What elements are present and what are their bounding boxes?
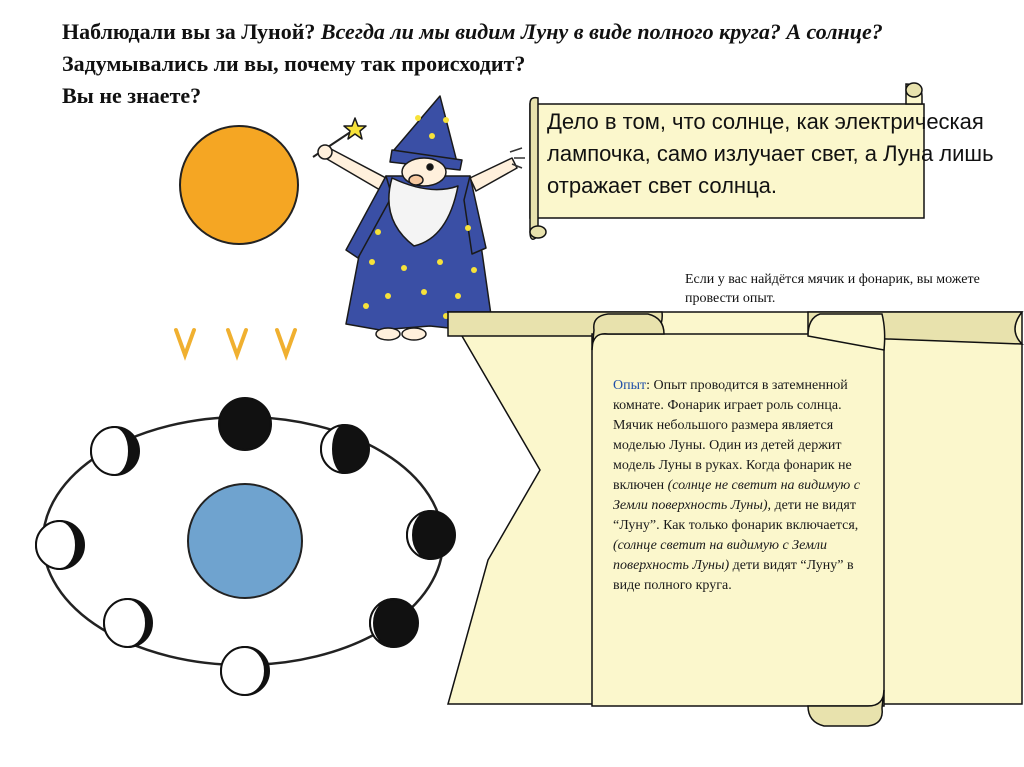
down-arrow-icon: [228, 282, 246, 355]
down-arrow-icon: [176, 282, 194, 355]
experiment-label: Опыт: [613, 378, 647, 393]
experiment-part-2: дети не видят “Луну”. Как только фонарик включается,: [613, 498, 859, 533]
sunlight-arrows: [176, 282, 295, 355]
moon-phase-icon: [321, 425, 369, 473]
moon-phase-icon: [104, 599, 152, 647]
experiment-part-3: дети видят “Луну” в виде полного круга.: [613, 558, 854, 593]
experiment-caption: Если у вас найдётся мячик и фонарик, вы можете провести опыт.: [685, 272, 980, 306]
moon-phase-icon: [36, 521, 84, 569]
experiment-italic-1: (солнце не светит на видимую с Земли поверхность Луны),: [613, 478, 860, 513]
experiment-part-1: : Опыт проводится в затемненной комнате. Фонарик играет роль солнца. Мячик небольшого размера является моделью Луны. Один из детей держит модель Луны в руках. Когда фонарик не включен: [613, 378, 852, 493]
wizard-icon: [313, 96, 525, 340]
explanation-text: Дело в том, что солнце, как электрическая лампочка, само излучает свет, а Луна лишь отражает свет солнца.: [547, 109, 994, 198]
moon-phase-icon: [219, 398, 271, 450]
question-1: Наблюдали вы за Луной?: [62, 19, 316, 44]
intro-heading: [62, 16, 962, 112]
experiment-description: [613, 376, 875, 596]
moon-phase-icon: [91, 427, 139, 475]
sun-icon: [180, 126, 298, 244]
moon-phase-icon: [370, 599, 418, 647]
moon-phase-icon: [407, 511, 455, 559]
moon-phase-icon: [221, 647, 269, 695]
earth-icon: [188, 484, 302, 598]
down-arrow-icon: [277, 282, 295, 355]
question-2: Всегда ли мы видим Луну в виде полного круга? А солнце?: [320, 19, 883, 44]
experiment-italic-2: (солнце светит на видимую с Земли поверхность Луны): [613, 538, 828, 573]
question-4: Вы не знаете?: [62, 83, 202, 108]
question-3: Задумывались ли вы, почему так происходит?: [62, 51, 526, 76]
